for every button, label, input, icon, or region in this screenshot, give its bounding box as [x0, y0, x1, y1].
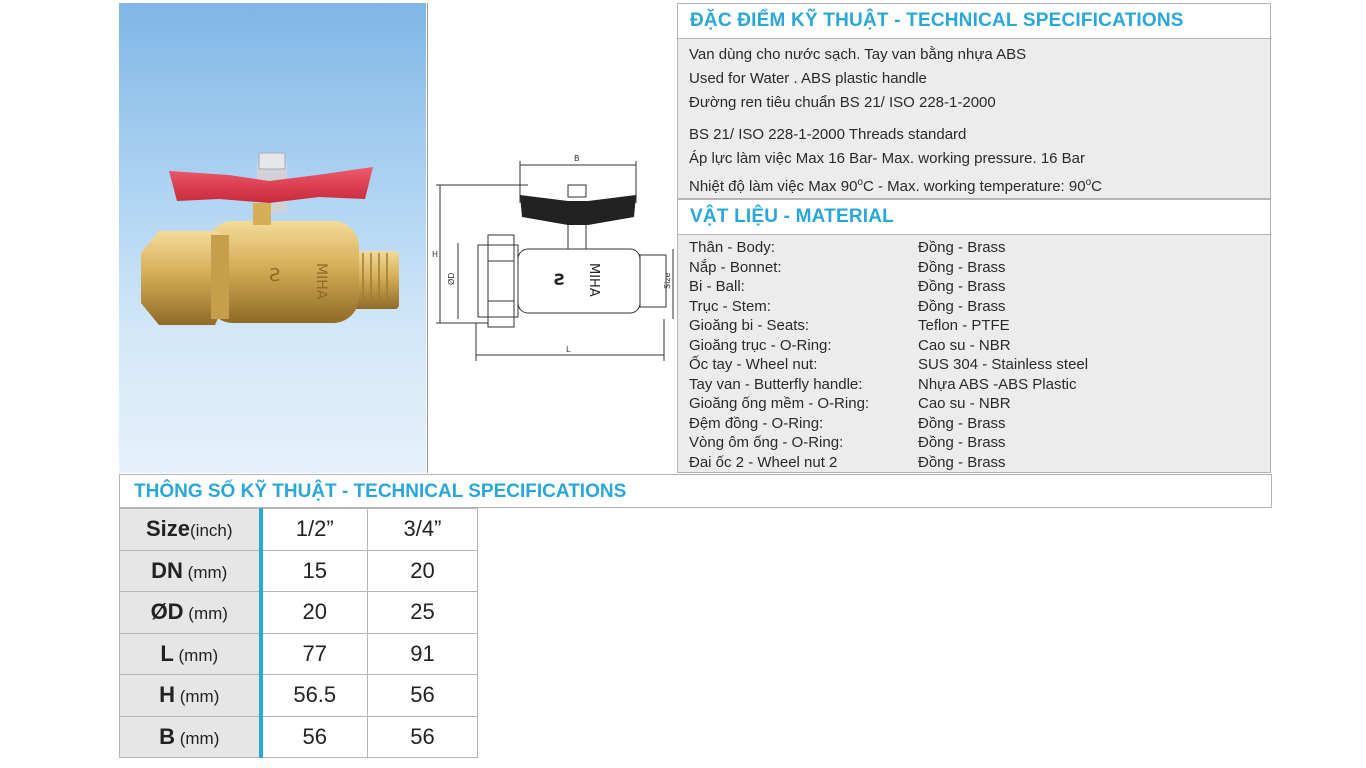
row-header: [120, 675, 261, 717]
part-name: Nắp - Bonnet:: [689, 258, 782, 276]
row-unit: (mm): [175, 687, 220, 707]
material-row: [689, 336, 1270, 356]
part-name: Thân - Body:: [689, 239, 775, 256]
size-table: [119, 508, 478, 758]
row-unit: (mm): [182, 562, 228, 582]
svg-text:Ƨ: Ƨ: [269, 265, 281, 286]
part-material: Đồng - Brass: [918, 278, 1006, 295]
product-photo: [119, 3, 426, 473]
part-material: SUS 304 - Stainless steel: [918, 356, 1089, 373]
part-name: Gioăng bi - Seats:: [689, 317, 810, 334]
material-row: [689, 297, 1270, 317]
technical-drawing: [427, 3, 678, 473]
part-name: Đệm đồng - O-Ring:: [689, 414, 824, 432]
table-cell: 20: [368, 550, 478, 592]
table-row: [120, 509, 478, 551]
table-row: [120, 633, 478, 675]
table-row: [120, 592, 478, 634]
table-cell: 56.5: [261, 675, 368, 717]
valve-dimension-drawing: [428, 3, 677, 473]
row-header: [120, 509, 261, 551]
part-material: Cao su - NBR: [918, 395, 1011, 412]
part-name: Tay van - Butterfly handle:: [689, 375, 863, 393]
part-material: Cao su - NBR: [918, 336, 1011, 354]
row-unit: (mm): [175, 728, 220, 748]
table-cell: 56: [368, 675, 478, 717]
table-cell: 91: [368, 633, 478, 675]
material-row: [689, 394, 1270, 414]
material-row: [689, 355, 1270, 375]
row-label: DN: [151, 557, 183, 583]
svg-text:MIHA: MIHA: [313, 263, 329, 300]
dim-label-d: ØD: [447, 272, 456, 285]
row-label: H: [159, 682, 175, 708]
table-cell: 20: [261, 592, 368, 634]
row-label: L: [160, 640, 174, 666]
part-name: Trục - Stem:: [689, 297, 771, 315]
row-header: [120, 592, 261, 634]
part-name: Đai ốc 2 - Wheel nut 2: [689, 453, 838, 471]
part-name: Gioăng ống mềm - O-Ring:: [689, 395, 870, 412]
degree-symbol: o: [1085, 177, 1092, 188]
part-name: Bi - Ball:: [689, 278, 745, 295]
part-material: Đồng - Brass: [918, 434, 1006, 451]
row-unit: (mm): [183, 604, 228, 624]
row-header: [120, 633, 261, 675]
table-cell: 1/2”: [261, 509, 368, 551]
degree-symbol: o: [857, 177, 863, 188]
dim-label-size: Size: [663, 272, 672, 289]
brand-logo-icon: Ƨ: [554, 270, 566, 289]
table-row: [120, 550, 478, 592]
spec-text: C: [1091, 178, 1102, 195]
material-row: [689, 258, 1270, 278]
spec-line: Used for Water . ABS plastic handle: [689, 70, 927, 87]
material-row: [689, 414, 1270, 434]
brand-text: MIHA: [586, 263, 601, 297]
table-row: [120, 716, 478, 758]
part-material: Đồng - Brass: [918, 414, 1006, 432]
part-material: Đồng - Brass: [918, 297, 1006, 315]
technical-specifications-section: [677, 3, 1271, 199]
part-material: Đồng - Brass: [918, 453, 1006, 471]
dim-label-l: L: [566, 345, 571, 354]
table-cell: 25: [368, 592, 478, 634]
spec-line: BS 21/ ISO 228-1-2000 Threads standard: [689, 126, 967, 143]
spec-line: Đường ren tiêu chuẩn BS 21/ ISO 228-1-2000: [689, 94, 996, 111]
table-cell: 77: [261, 633, 368, 675]
size-table-title: THÔNG SỐ KỸ THUẬT - TECHNICAL SPECIFICATIONS: [119, 474, 1272, 508]
spec-line-temperature: [689, 171, 1270, 199]
row-unit: (inch): [190, 521, 233, 541]
part-material: Nhựa ABS -ABS Plastic: [918, 375, 1077, 393]
table-cell: 3/4”: [368, 509, 478, 551]
material-row: [689, 453, 1270, 473]
spec-text: C - Max. working temperature: 90: [862, 178, 1086, 195]
table-cell: 56: [261, 716, 368, 758]
tech-specs-list: [678, 39, 1270, 199]
part-name: Ốc tay - Wheel nut:: [689, 356, 818, 373]
material-title: VẬT LIỆU - MATERIAL: [678, 200, 1270, 235]
row-header: [120, 716, 261, 758]
part-name: Gioăng trục - O-Ring:: [689, 336, 832, 354]
material-list: [678, 235, 1270, 472]
row-label: Size: [145, 516, 190, 542]
part-material: Teflon - PTFE: [918, 317, 1010, 334]
material-row: [689, 316, 1270, 336]
table-cell: 56: [368, 716, 478, 758]
material-row: [689, 238, 1270, 258]
material-section: [677, 199, 1271, 473]
part-material: Đồng - Brass: [918, 239, 1006, 256]
spec-line: Áp lực làm việc Max 16 Bar- Max. working pressure. 16 Bar: [689, 150, 1086, 167]
table-cell: 15: [261, 550, 368, 592]
dim-label-h: H: [432, 250, 439, 259]
row-label: B: [159, 723, 175, 749]
material-row: [689, 433, 1270, 453]
material-row: [689, 277, 1270, 297]
spec-text: Nhiệt độ làm việc Max 90: [689, 178, 858, 195]
tech-specs-title: ĐẶC ĐIỂM KỸ THUẬT - TECHNICAL SPECIFICATIONS: [678, 4, 1270, 39]
row-label: ØD: [150, 599, 184, 625]
row-unit: (mm): [173, 645, 219, 665]
ball-valve-photo: [119, 3, 426, 473]
part-material: Đồng - Brass: [918, 258, 1006, 276]
spec-line: Van dùng cho nước sạch. Tay van bằng nhựa ABS: [689, 46, 1027, 63]
table-row: [120, 675, 478, 717]
material-row: [689, 375, 1270, 395]
part-name: Vòng ôm ống - O-Ring:: [689, 434, 844, 451]
dim-label-b: B: [574, 154, 580, 163]
row-header: [120, 550, 261, 592]
